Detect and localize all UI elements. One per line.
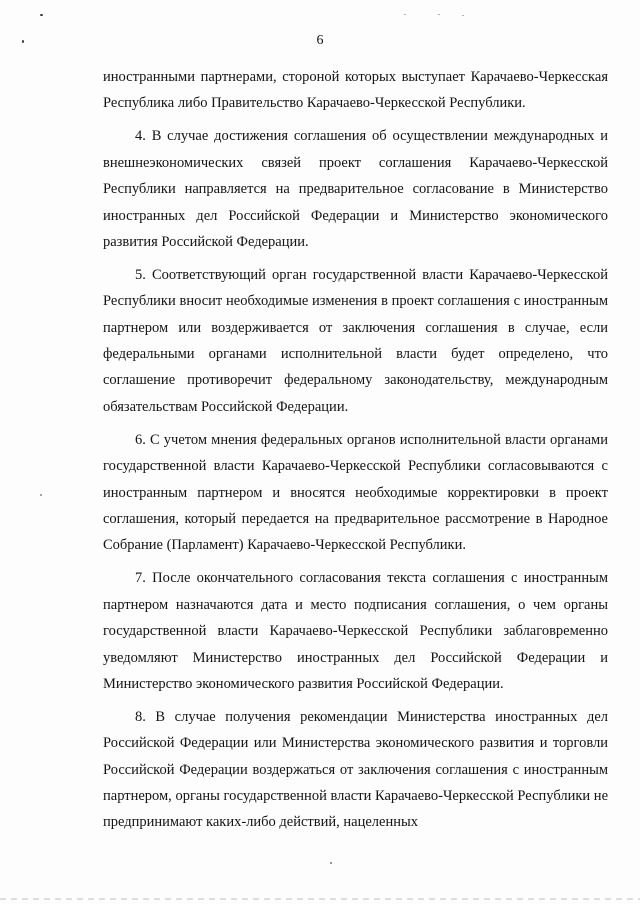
scan-speck — [404, 14, 406, 15]
scan-speck — [330, 862, 332, 864]
paragraph: 8. В случае получения рекомендации Министерства иностранных дел Российской Федерации или Министерства экономического развития и торговли Российской Федерации воздержаться от заключения соглашения с иностранным партнером, органы государственной власти Карачаево-Черкесской Республики не предпринимают каких-либо действий, нацеленных — [103, 708, 608, 831]
scan-speck — [438, 14, 440, 15]
paragraph: иностранными партнерами, стороной которых выступает Карачаево-Черкесская Республика либо Правительство Карачаево-Черкесской Республики. — [103, 69, 608, 112]
body-text — [103, 64, 608, 842]
paragraph: 5. Соответствующий орган государственной власти Карачаево-Черкесской Республики вносит необходимые изменения в проект соглашения с иностранным партнером или воздерживается от заключения соглашения в случае, если федеральными органами исполнительной власти будет определено, что соглашение противоречит федеральному законодательству, международным обязательствам Российской Федерации. — [103, 266, 608, 415]
paragraph: 7. После окончательного согласования текста соглашения с иностранным партнером назначаются дата и место подписания соглашения, о чем органы государственной власти Карачаево-Черкесской Республики заблаговременно уведомляют Министерство иностранных дел Российской Федерации и Министерство экономического развития Российской Федерации. — [103, 570, 608, 692]
scan-speck — [462, 15, 464, 16]
paragraph: 4. В случае достижения соглашения об осуществлении международных и внешнеэкономических связей проект соглашения Карачаево-Черкесской Республики направляется на предварительное согласование в Министерство иностранных дел Российской Федерации и Министерство экономического развития Российской Федерации. — [103, 128, 608, 250]
scan-edge-artifact — [0, 898, 640, 900]
paragraph: 6. С учетом мнения федеральных органов исполнительной власти органами государственной власти Карачаево-Черкесской Республики согласовываются с иностранным партнером и вносятся необходимые корректировки в проект соглашения, который передается на предварительное рассмотрение в Народное Собрание (Парламент) Карачаево-Черкесской Республики. — [103, 431, 608, 554]
scan-speck — [40, 494, 42, 496]
scan-speck — [40, 14, 43, 16]
page-number: 6 — [316, 33, 324, 48]
